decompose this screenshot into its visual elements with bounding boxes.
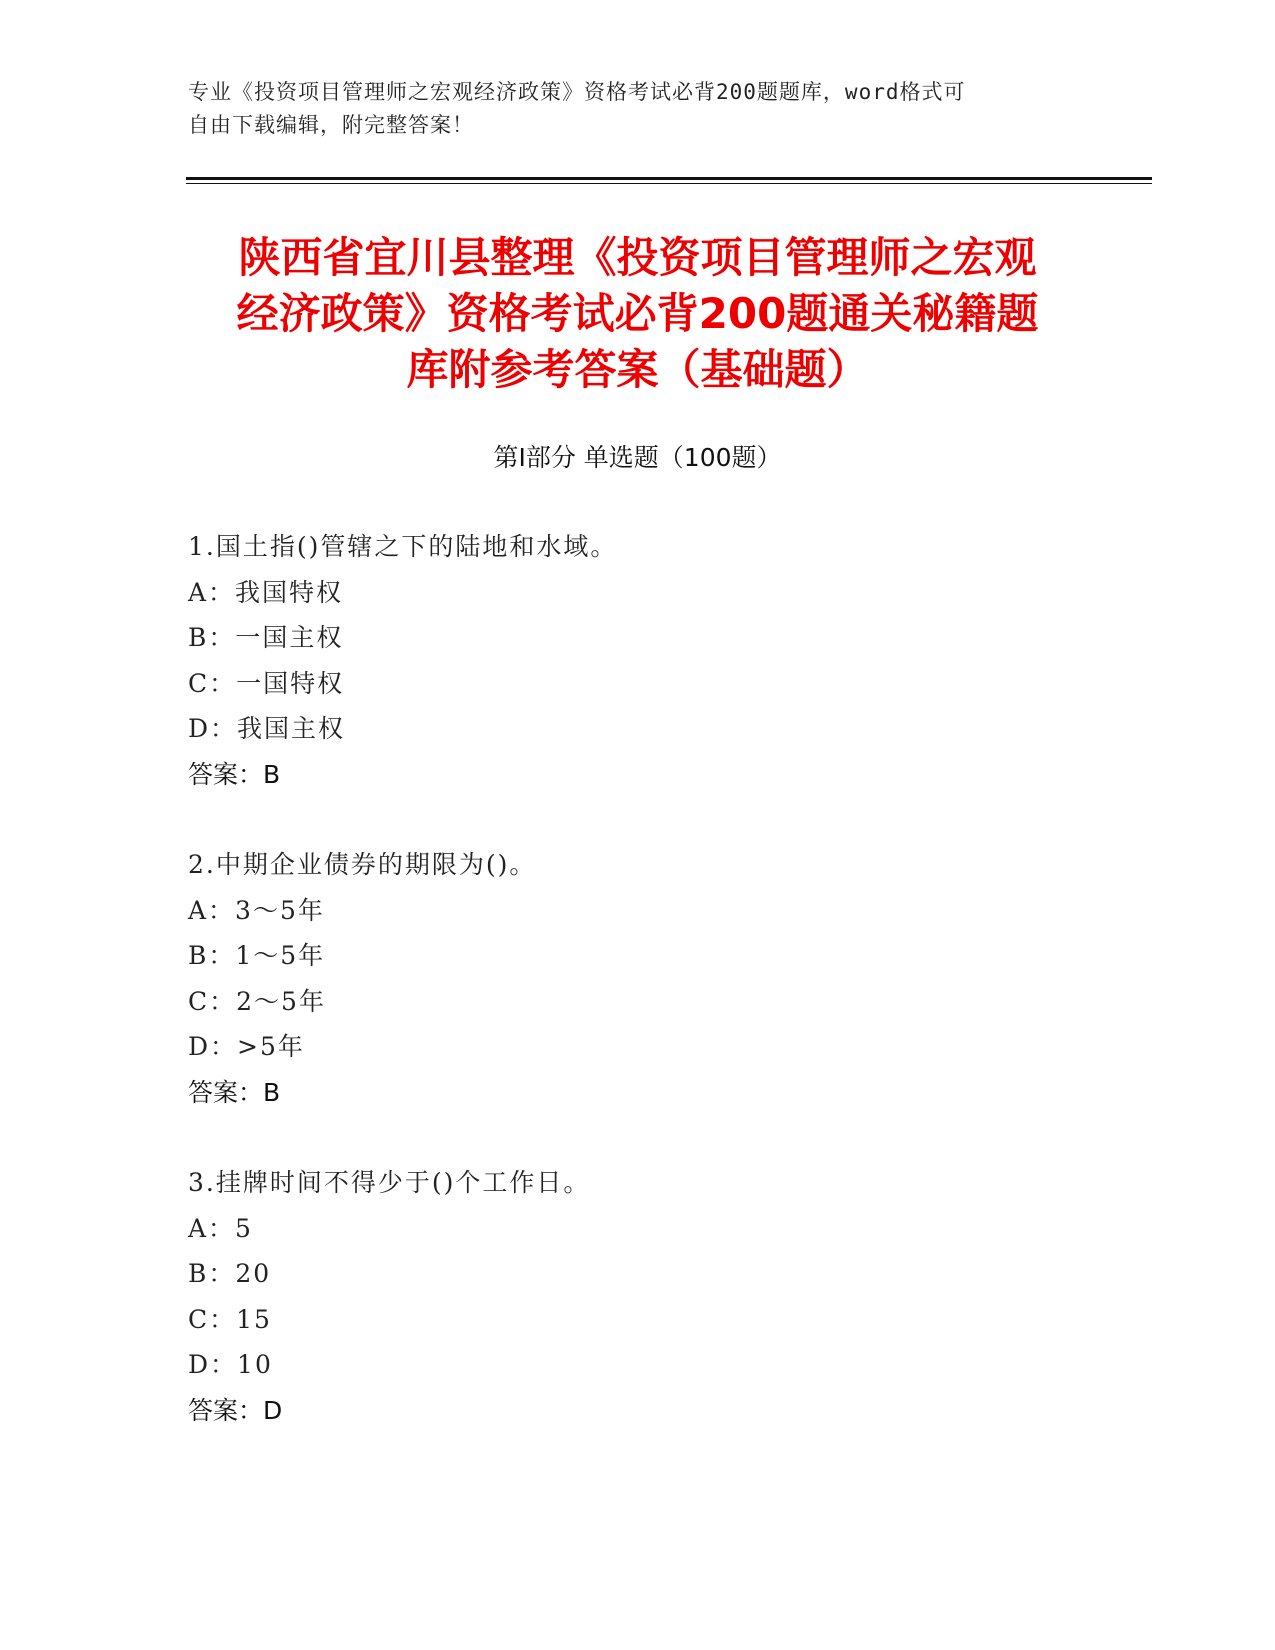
question-block [188, 1160, 1088, 1433]
question-stem: 1.国土指()管辖之下的陆地和水域。 [188, 532, 618, 561]
header-note-line-2: 自由下载编辑，附完整答案！ [188, 113, 474, 137]
option-a: A：我国特权 [188, 577, 344, 607]
option-d: D：10 [188, 1350, 273, 1379]
option-b: B：20 [188, 1259, 272, 1288]
document-title [150, 230, 1125, 398]
question-block [188, 524, 1088, 797]
header-divider-thin [186, 183, 1152, 184]
answer-line: 答案：B [188, 759, 281, 789]
question-stem: 3.挂牌时间不得少于()个工作日。 [188, 1168, 591, 1197]
header-divider-thick [186, 177, 1152, 180]
document-title-line-2: 经济政策》资格考试必背200题通关秘籍题 [236, 289, 1039, 338]
answer-line: 答案：B [188, 1077, 281, 1107]
option-c: C：2～5年 [188, 986, 326, 1016]
option-a: A：5 [188, 1213, 253, 1243]
question-block [188, 842, 1088, 1115]
document-title-line-1: 陕西省宜川县整理《投资项目管理师之宏观 [238, 233, 1037, 282]
header-note-line-1: 专业《投资项目管理师之宏观经济政策》资格考试必背200题题库，word格式可 [188, 80, 966, 104]
question-stem: 2.中期企业债券的期限为()。 [188, 850, 537, 879]
option-d: D：我国主权 [188, 714, 346, 743]
section-heading: 第Ⅰ部分 单选题（100题） [493, 443, 782, 472]
option-d: D：>5年 [188, 1032, 305, 1061]
option-c: C：一国特权 [188, 668, 345, 698]
option-b: B：一国主权 [188, 623, 344, 652]
answer-line: 答案：D [188, 1395, 283, 1425]
option-c: C：15 [188, 1304, 272, 1334]
document-header-note [188, 76, 1088, 142]
document-title-line-3: 库附参考答案（基础题） [406, 345, 869, 394]
option-b: B：1～5年 [188, 941, 326, 970]
option-a: A：3～5年 [188, 895, 325, 925]
